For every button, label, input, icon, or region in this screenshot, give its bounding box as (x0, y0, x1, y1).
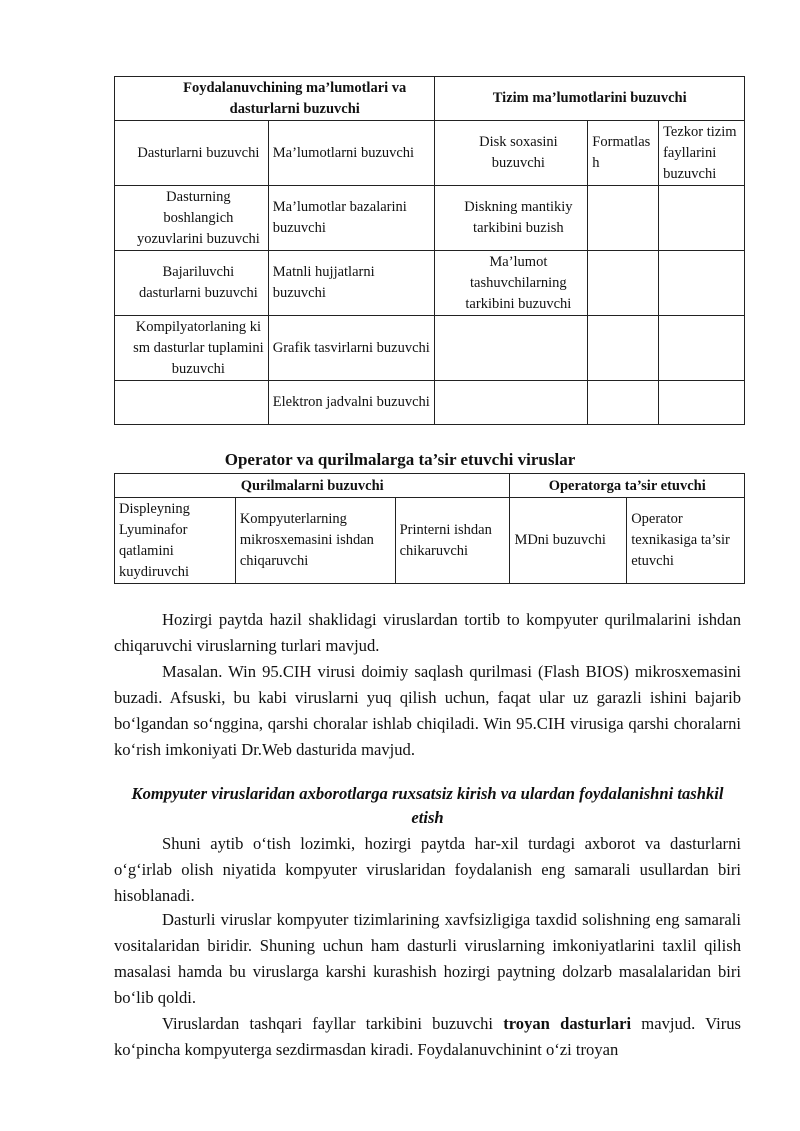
table2-cell: Kompyuterlarning mikrosxemasini ishdan chiqaruvchi (235, 498, 395, 584)
paragraph-trojan-text-start: Viruslardan tashqari fayllar tarkibini buzuvchi (162, 1014, 504, 1033)
table1-cell: Matnli hujjatlarni buzuvchi (268, 251, 435, 316)
table1-cell (588, 316, 659, 381)
table1-cell: Formatlash (588, 121, 659, 186)
table1-cell (659, 381, 745, 425)
paragraph-virus-types: Hozirgi paytda hazil shaklidagi viruslardan tortib to kompyuter qurilmalarini ishdan chiqaruvchi viruslarning turlari mavjud. (114, 610, 741, 655)
table1-cell: Ma’lumot tashuvchilarning tarkibini buzuvchi (435, 251, 588, 316)
paragraph-trojan-text-end: mavjud. Virus ko‘pincha kompyuterga sezdirmasdan kiradi. Foydalanuvchinint o‘zi troyan (114, 1014, 741, 1059)
table1-cell: Ma’lumotlarni buzuvchi (268, 121, 435, 186)
paragraph-virus-usage: Shuni aytib o‘tish lozimki, hozirgi paytda har-xil turdagi axborot va dasturlarni o‘g‘irlab olish niyatida kompyuter viruslaridan foydalanish eng samarali usullardan biri hisoblanadi. (114, 834, 741, 905)
table1-cell (435, 316, 588, 381)
paragraph-program-viruses: Dasturli viruslar kompyuter tizimlarining xavfsizligiga taxdid solishning eng samarali vositalaridan biridir. Shuning uchun ham dasturli viruslarning imkoniyatlarini taxlil qilish masalasi hamda bu viruslarga karshi kurashish hozirgi paytning dolzarb masalalaridan biri bo‘lib qoldi. (114, 910, 741, 1007)
table1-cell: Tezkor tizim fayllarini buzuvchi (659, 121, 745, 186)
virus-classification-table (114, 76, 745, 425)
table1-cell: Ma’lumotlar bazalarini buzuvchi (268, 186, 435, 251)
table1-header-user-data: Foydalanuvchining ma’lumotlari va dasturlarni buzuvchi (115, 77, 435, 121)
table2-cell: MDni buzuvchi (510, 498, 627, 584)
table1-cell: Disk soxasini buzuvchi (435, 121, 588, 186)
table1-cell (588, 251, 659, 316)
table1-cell (588, 186, 659, 251)
table1-cell (659, 186, 745, 251)
table1-cell (659, 251, 745, 316)
table1-cell (588, 381, 659, 425)
table1-cell: Grafik tasvirlarni buzuvchi (268, 316, 435, 381)
table1-cell: Bajariluvchi dasturlarni buzuvchi (115, 251, 269, 316)
section-subheading: Kompyuter viruslaridan axborotlarga ruxsatsiz kirish va ulardan foydalanishni tashkil etish (131, 784, 724, 827)
table1-cell (659, 316, 745, 381)
table2-cell: Printerni ishdan chikaruvchi (395, 498, 510, 584)
hardware-virus-table (114, 473, 745, 584)
table2-cell: Displeyning Lyuminafor qatlamini kuydiruvchi (115, 498, 236, 584)
table1-cell (115, 381, 269, 425)
table1-cell: Dasturning boshlangich yozuvlarini buzuvchi (115, 186, 269, 251)
table1-cell: Elektron jadvalni buzuvchi (268, 381, 435, 425)
table1-header-system-data: Tizim ma’lumotlarini buzuvchi (435, 77, 745, 121)
paragraph-cih-example: Masalan. Win 95.CIH virusi doimiy saqlash qurilmasi (Flash BIOS) mikrosxemasini buzadi. Afsuski, bu kabi viruslarni yuq qilish uchun, faqat ular uz garazli ishini bajarib bo‘lgandan so‘nggina, qarshi choralar ishlab chiqiladi. Win 95.CIH virusiga qarshi choralarni ko‘rish imkoniyati Dr.Web dasturida mavjud. (114, 662, 741, 759)
table2-header-operator: Operatorga ta’sir etuvchi (510, 474, 745, 498)
table1-cell: Dasturlarni buzuvchi (115, 121, 269, 186)
table2-cell: Operator texnikasiga ta’sir etuvchi (627, 498, 745, 584)
table1-cell: Kompilyatorlaning kism dasturlar tuplamini buzuvchi (115, 316, 269, 381)
table2-header-devices: Qurilmalarni buzuvchi (115, 474, 510, 498)
paragraph-trojan (114, 1011, 741, 1063)
table2-title: Operator va qurilmalarga ta’sir etuvchi viruslar (224, 450, 576, 469)
trojan-programs-term: troyan dasturlari (503, 1014, 632, 1033)
table1-cell: Diskning mantikiy tarkibini buzish (435, 186, 588, 251)
table1-cell (435, 381, 588, 425)
